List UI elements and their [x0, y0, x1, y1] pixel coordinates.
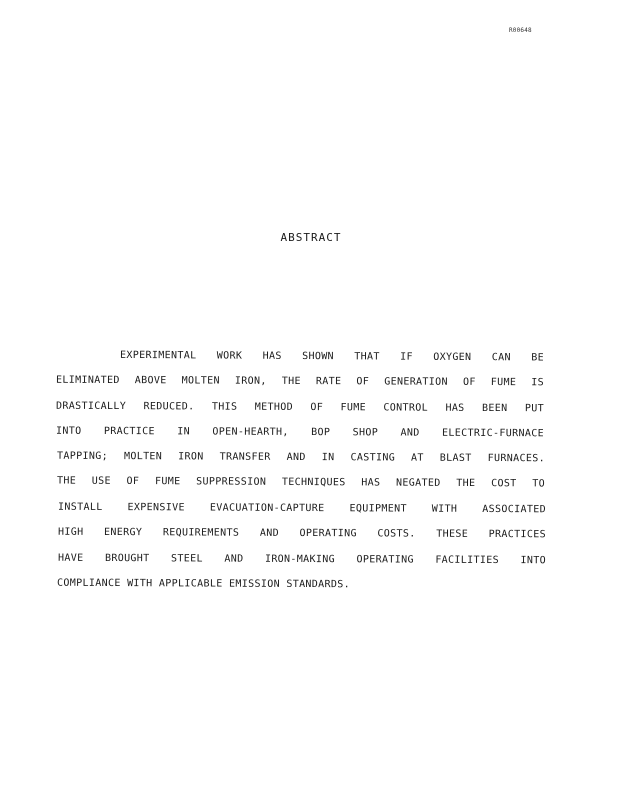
abstract-body	[56, 344, 556, 595]
document-id-stamp: R00648	[509, 27, 532, 34]
abstract-line-2: ELIMINATED ABOVE MOLTEN IRON, THE RATE OF GENERATION OF FUME IS	[55, 374, 545, 389]
abstract-line-3: DRASTICALLY REDUCED. THIS METHOD OF FUME CONTROL HAS BEEN PUT	[55, 400, 545, 415]
abstract-line-6: THE USE OF FUME SUPPRESSION TECHNIQUES HAS NEGATED THE COST TO	[56, 475, 546, 490]
abstract-line-7: INSTALL EXPENSIVE EVACUATION-CAPTURE EQUIPMENT WITH ASSOCIATED	[57, 501, 547, 515]
abstract-line-10: COMPLIANCE WITH APPLICABLE EMISSION STANDARDS.	[56, 577, 351, 591]
abstract-line-5: TAPPING; MOLTEN IRON TRANSFER AND IN CASTING AT BLAST FURNACES.	[56, 451, 546, 465]
abstract-title: ABSTRACT	[280, 231, 342, 244]
abstract-line-1: EXPERIMENTAL WORK HAS SHOWN THAT IF OXYGEN CAN BE	[119, 349, 545, 364]
abstract-line-9: HAVE BROUGHT STEEL AND IRON-MAKING OPERATING FACILITIES INTO	[57, 552, 547, 567]
abstract-line-8: HIGH ENERGY REQUIREMENTS AND OPERATING COSTS. THESE PRACTICES	[57, 526, 547, 540]
abstract-line-4: INTO PRACTICE IN OPEN-HEARTH, BOP SHOP AND ELECTRIC-FURNACE	[55, 426, 545, 440]
